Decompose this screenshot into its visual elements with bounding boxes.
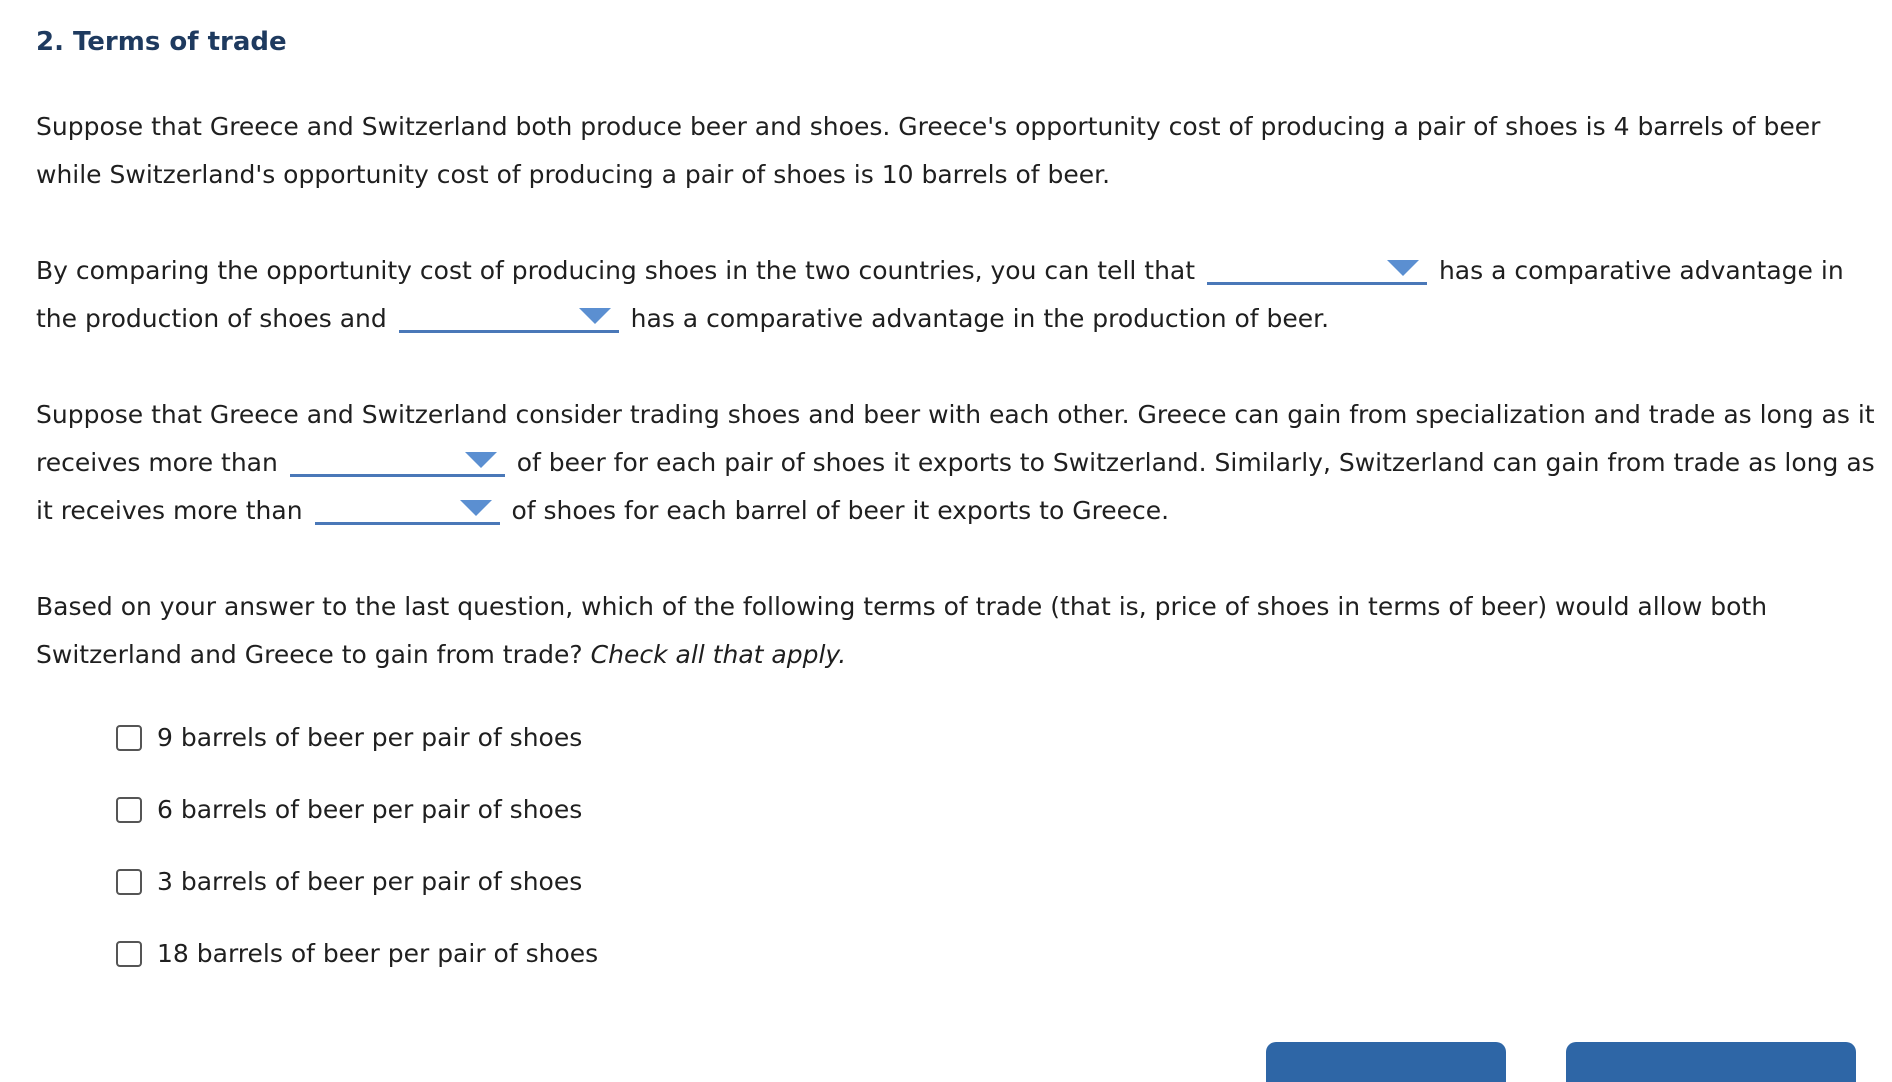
comparative-advantage-paragraph [36,247,1876,343]
option-label: 6 barrels of beer per pair of shoes [157,795,583,824]
option-label: 9 barrels of beer per pair of shoes [157,723,583,752]
action-button-1[interactable] [1266,1042,1506,1082]
shoes-advantage-dropdown[interactable] [1207,250,1427,285]
trade-paragraph [36,391,1876,535]
action-button-2[interactable] [1566,1042,1856,1082]
comparative-text-a: By comparing the opportunity cost of producing shoes in the two countries, you can tell that [36,256,1196,285]
comparative-text-b: has a comparative advantage in the production of shoes and [36,256,1844,333]
intro-text: Suppose that Greece and Switzerland both produce beer and shoes. Greece's opportunity cost of producing a pair of shoes is 4 barrels of beer while Switzerland's opportunity cost of producing a pair of shoes is 10 barrels of beer. [36,112,1821,189]
chevron-down-icon [1387,260,1419,276]
greece-receives-dropdown[interactable] [290,442,505,477]
terms-of-trade-paragraph [36,583,1876,679]
checkbox[interactable] [116,797,142,823]
terms-instruction: Check all that apply. [590,640,847,669]
chevron-down-icon [579,308,611,324]
trade-text-c: of shoes for each barrel of beer it exports to Greece. [511,496,1170,525]
intro-paragraph [36,103,1876,199]
chevron-down-icon [465,452,497,468]
chevron-down-icon [460,500,492,516]
question-title: 2. Terms of trade [36,27,287,57]
trade-text-a: Suppose that Greece and Switzerland consider trading shoes and beer with each other. Greece can gain from specialization and trade as long as it receives more than [36,400,1875,477]
checkbox[interactable] [116,725,142,751]
switzerland-receives-dropdown[interactable] [315,490,500,525]
comparative-text-c: has a comparative advantage in the production of beer. [630,304,1330,333]
beer-advantage-dropdown[interactable] [399,298,619,333]
trade-text-b: of beer for each pair of shoes it exports to Switzerland. Similarly, Switzerland can gain from trade as long as it receives more than [36,448,1875,525]
option-label: 3 barrels of beer per pair of shoes [157,867,583,896]
checkbox[interactable] [116,941,142,967]
option-label: 18 barrels of beer per pair of shoes [157,939,599,968]
checkbox[interactable] [116,869,142,895]
terms-text: Based on your answer to the last question, which of the following terms of trade (that is, price of shoes in terms of beer) would allow both Switzerland and Greece to gain from trade? [36,592,1768,669]
